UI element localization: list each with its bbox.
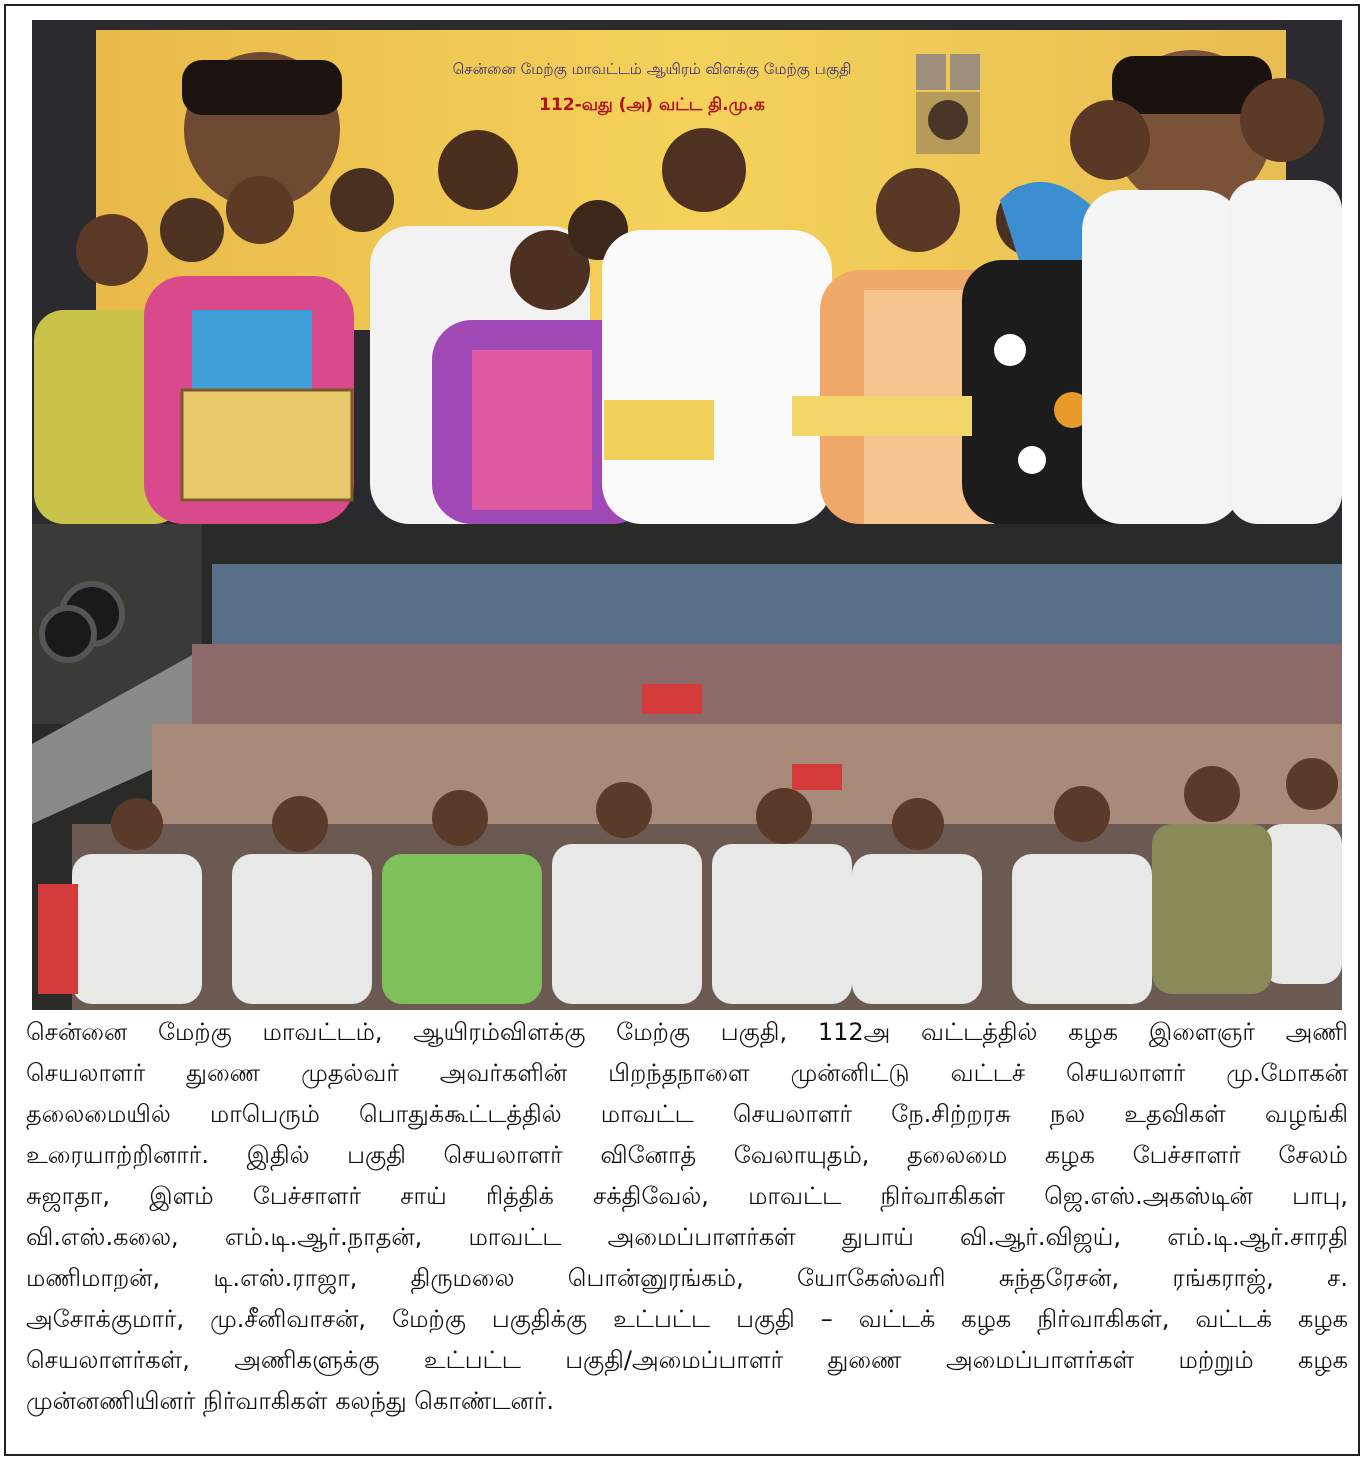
caption-line: முன்னணியினர் நிர்வாகிகள் கலந்து கொண்டனர். bbox=[26, 1387, 554, 1415]
caption-line: மணிமாறன், டி.எஸ்.ராஜா, திருமலை பொன்னுரங்கம், யோகேஸ்வரி சுந்தரேசன், ரங்கராஜ், ச. bbox=[26, 1264, 1348, 1292]
banner-small-photo bbox=[950, 54, 980, 90]
caption-line: செயலாளர்கள், அணிகளுக்கு உட்பட்ட பகுதி/அமைப்பாளர் துணை அமைப்பாளர்கள் மற்றும் கழக bbox=[26, 1346, 1348, 1374]
caption-line: வி.எஸ்.கலை, எம்.டி.ஆர்.நாதன், மாவட்ட அமைப்பாளர்கள் துபாய் வி.ஆர்.விஜய், எம்.டி.ஆர்.சாரதி bbox=[26, 1223, 1348, 1251]
banner-line1: சென்னை மேற்கு மாவட்டம் ஆயிரம் விளக்கு மேற்கு பகுதி bbox=[452, 60, 852, 78]
caption-line: சென்னை மேற்கு மாவட்டம், ஆயிரம்விளக்கு மேற்கு பகுதி, 112அ வட்டத்தில் கழக இளைஞர் அணி bbox=[26, 1018, 1348, 1046]
caption-line: செயலாளர் துணை முதல்வர் அவர்களின் பிறந்தநாளை முன்னிட்டு வட்டச் செயலாளர் மு.மோகன் bbox=[26, 1059, 1348, 1087]
banner-small-photo bbox=[916, 54, 946, 90]
news-caption bbox=[26, 1012, 1348, 1452]
banner-line2: 112-வது (அ) வட்ட தி.மு.க bbox=[539, 95, 765, 115]
caption-line: உரையாற்றினார். இதில் பகுதி செயலாளர் வினோத் வேலாயுதம், தலைமை கழக பேச்சாளர் சேலம் bbox=[26, 1141, 1348, 1169]
audience-photo bbox=[32, 524, 1342, 1010]
caption-line: தலைமையில் மாபெரும் பொதுக்கூட்டத்தில் மாவட்ட செயலாளர் நே.சிற்றரசு நல உதவிகள் வழங்கி bbox=[26, 1100, 1348, 1128]
news-clipping-frame bbox=[4, 4, 1360, 1456]
crowd bbox=[38, 564, 1342, 1010]
stage-photo bbox=[32, 20, 1342, 524]
caption-line: அசோக்குமார், மு.சீனிவாசன், மேற்கு பகுதிக்கு உட்பட்ட பகுதி – வட்டக் கழக நிர்வாகிகள், வட்டக் கழக bbox=[26, 1305, 1348, 1333]
caption-line: சுஜாதா, இளம் பேச்சாளர் சாய் ரித்திக் சக்திவேல், மாவட்ட நிர்வாகிகள் ஜெ.எஸ்.அகஸ்டின் பாபு, bbox=[26, 1182, 1348, 1210]
